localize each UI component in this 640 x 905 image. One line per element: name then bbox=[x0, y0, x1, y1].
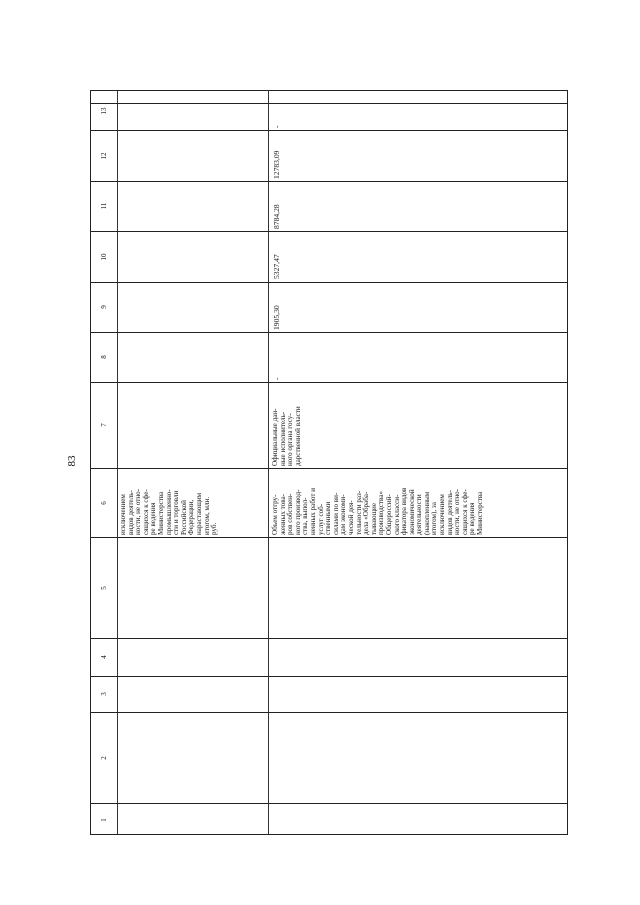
column-header-12: 12 bbox=[100, 152, 108, 159]
column-header-8: 8 bbox=[100, 355, 108, 359]
row-divider-line bbox=[268, 91, 269, 834]
cell-row2-col10: 5327,47 bbox=[272, 254, 281, 279]
col-boundary-7-8 bbox=[91, 382, 567, 383]
col-boundary-13 bbox=[91, 103, 567, 104]
cell-row2-col11: 8784,28 bbox=[272, 204, 281, 229]
col-boundary-3-4 bbox=[91, 676, 567, 677]
col-boundary-10-11 bbox=[91, 231, 567, 232]
column-header-4: 4 bbox=[100, 655, 108, 659]
column-header-11: 11 bbox=[100, 202, 108, 210]
column-header-2: 2 bbox=[100, 755, 108, 760]
col-boundary-2-3 bbox=[91, 712, 567, 713]
cell-row1-col6: исключением видов деятель- ности, не отно- сящихся к сфе- ре ведения Министерства промышленно- сти и торговли Российской Федерации, нарастающим итогом, млн. руб. bbox=[119, 488, 219, 535]
cell-row2-col13: - bbox=[272, 125, 281, 128]
cell-row2-col9: 1905,30 bbox=[272, 305, 281, 330]
rotated-table bbox=[90, 90, 568, 835]
column-header-7: 7 bbox=[100, 423, 108, 427]
column-header-5: 5 bbox=[100, 585, 108, 590]
col-boundary-12-13 bbox=[91, 130, 567, 131]
col-boundary-1-2 bbox=[91, 803, 567, 804]
page-number: 83 bbox=[66, 455, 78, 467]
header-divider bbox=[117, 91, 118, 834]
column-header-3: 3 bbox=[100, 692, 108, 696]
col-boundary-8-9 bbox=[91, 332, 567, 333]
col-boundary-11-12 bbox=[91, 181, 567, 182]
col-boundary-5-6 bbox=[91, 537, 567, 538]
cell-row2-col7: Официальные дан- ные исполнитель- ного органа госу- дарственной власти bbox=[271, 406, 302, 466]
column-header-6: 6 bbox=[100, 500, 108, 505]
column-header-10: 10 bbox=[100, 253, 108, 260]
cell-row2-col12: 12783,09 bbox=[272, 150, 281, 179]
column-header-1: 1 bbox=[100, 817, 108, 822]
column-header-9: 9 bbox=[100, 305, 108, 309]
cell-row2-col8: - bbox=[272, 377, 281, 380]
cell-row2-col6: Объем отгру- женных това- ров собствен- ного производ- ства, выпол- ненных работ и услуг соб- ственными силами по ви- дам экономи- ческой дея- тельности раз- дела «Обраба- тывающие производства» Общероссий- ского класси- фикатора видов экономической деятельности (накопленным итогом), за исключением видов деятель- ности, не отно- сящихся к сфе- ре ведения Министерства bbox=[271, 487, 485, 535]
col-boundary-4-5 bbox=[91, 638, 567, 639]
col-boundary-6-7 bbox=[91, 468, 567, 469]
column-header-13: 13 bbox=[100, 107, 108, 114]
col-boundary-9-10 bbox=[91, 282, 567, 283]
